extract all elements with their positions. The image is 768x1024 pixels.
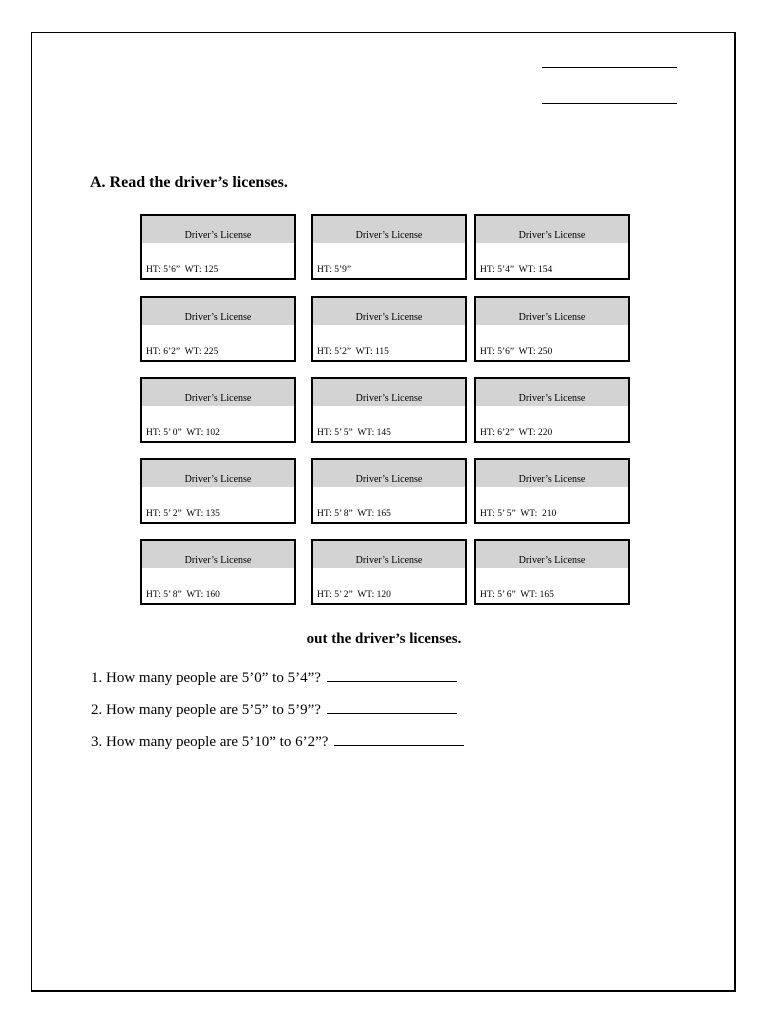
license-card [474, 214, 630, 280]
answer-blank[interactable] [334, 731, 464, 746]
license-card [474, 377, 630, 443]
license-info: HT: 5’4” WT: 154 [480, 265, 553, 275]
answer-blank[interactable] [327, 667, 457, 682]
section-a-title: A. Read the driver’s licenses. [90, 174, 288, 191]
question-text: 1. How many people are 5’0” to 5’4”? [91, 670, 321, 686]
section-subtitle: out the driver’s licenses. [306, 631, 462, 647]
license-card [311, 296, 467, 362]
license-header: Driver’s License [142, 379, 294, 406]
license-info: HT: 5’ 8” WT: 165 [317, 509, 391, 519]
license-header: Driver’s License [313, 460, 465, 487]
question-text: 2. How many people are 5’5” to 5’9”? [91, 702, 321, 718]
license-card [311, 377, 467, 443]
license-header: Driver’s License [142, 460, 294, 487]
question-1 [91, 667, 457, 687]
license-header: Driver’s License [313, 379, 465, 406]
license-header: Driver’s License [476, 541, 628, 568]
license-info: HT: 5’ 5” WT: 145 [317, 428, 391, 438]
license-card [140, 539, 296, 605]
license-card [140, 377, 296, 443]
license-info: HT: 5’6” WT: 125 [146, 265, 219, 275]
license-header: Driver’s License [313, 541, 465, 568]
license-header: Driver’s License [313, 298, 465, 325]
question-text: 3. How many people are 5’10” to 6’2”? [91, 734, 329, 750]
license-info: HT: 5’6” WT: 250 [480, 347, 553, 357]
license-card [140, 296, 296, 362]
license-header: Driver’s License [142, 216, 294, 243]
license-header: Driver’s License [142, 541, 294, 568]
question-3 [91, 731, 464, 751]
license-card [474, 296, 630, 362]
question-2 [91, 699, 457, 719]
license-card [474, 539, 630, 605]
license-card [311, 539, 467, 605]
license-card [311, 458, 467, 524]
license-info: HT: 5’ 0” WT: 102 [146, 428, 220, 438]
license-info: HT: 5’ 6” WT: 165 [480, 590, 554, 600]
license-card [140, 214, 296, 280]
license-card [474, 458, 630, 524]
answer-blank[interactable] [327, 699, 457, 714]
license-header: Driver’s License [476, 460, 628, 487]
license-info: HT: 5’ 2” WT: 135 [146, 509, 220, 519]
license-card [311, 214, 467, 280]
license-info: HT: 5’ 2” WT: 120 [317, 590, 391, 600]
name-blank-line [542, 67, 677, 68]
license-info: HT: 6’2” WT: 225 [146, 347, 219, 357]
license-info: HT: 6’2” WT: 220 [480, 428, 553, 438]
license-header: Driver’s License [313, 216, 465, 243]
license-info: HT: 5’ 5” WT: 210 [480, 509, 557, 519]
license-header: Driver’s License [476, 379, 628, 406]
license-header: Driver’s License [142, 298, 294, 325]
license-header: Driver’s License [476, 298, 628, 325]
license-card [140, 458, 296, 524]
license-info: HT: 5’9” [317, 265, 352, 275]
license-info: HT: 5’2” WT: 115 [317, 347, 389, 357]
license-info: HT: 5’ 8” WT: 160 [146, 590, 220, 600]
date-blank-line [542, 103, 677, 104]
license-header: Driver’s License [476, 216, 628, 243]
